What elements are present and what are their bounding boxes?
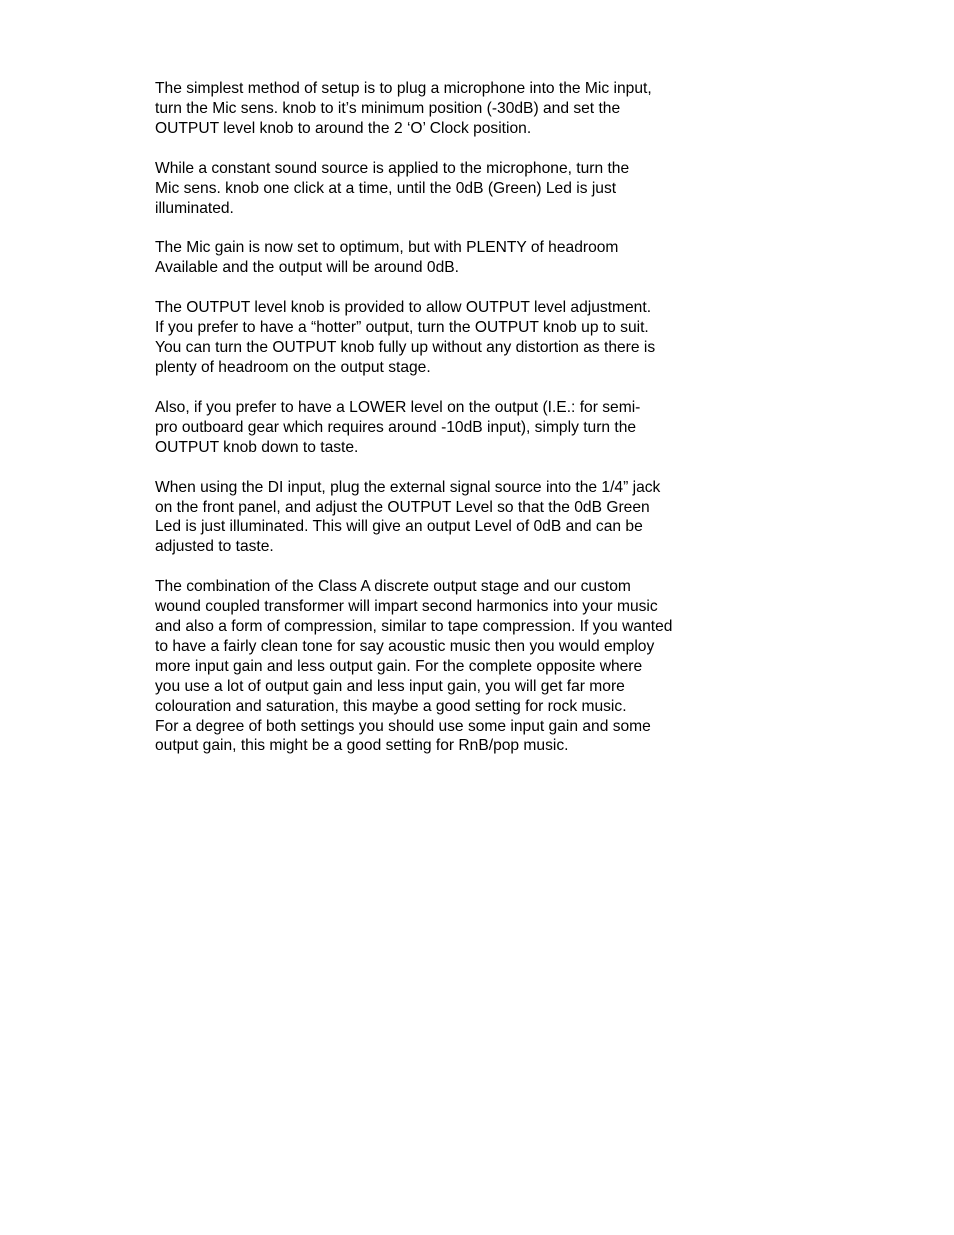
text-line: The Mic gain is now set to optimum, but with PLENTY of headroom (155, 239, 619, 257)
paragraph-setup (155, 79, 775, 139)
text-line: output gain, this might be a good setting for RnB/pop music. (155, 737, 569, 755)
text-line: OUTPUT knob down to taste. (155, 438, 359, 456)
text-line: on the front panel, and adjust the OUTPUT Level so that the 0dB Green (155, 498, 650, 516)
text-line: Led is just illuminated. This will give an output Level of 0dB and can be (155, 518, 643, 536)
text-line: plenty of headroom on the output stage. (155, 358, 431, 376)
text-line: The OUTPUT level knob is provided to allow OUTPUT level adjustment. (155, 299, 652, 317)
text-line: If you prefer to have a “hotter” output, turn the OUTPUT knob up to suit. (155, 319, 649, 337)
text-line: While a constant sound source is applied to the microphone, turn the (155, 159, 630, 177)
text-line: For a degree of both settings you should use some input gain and some (155, 717, 651, 735)
text-line: colouration and saturation, this maybe a good setting for rock music. (155, 697, 627, 715)
text-line: The simplest method of setup is to plug a microphone into the Mic input, (155, 80, 652, 97)
text-line: and also a form of compression, similar to tape compression. If you wanted (155, 618, 673, 636)
text-line: to have a fairly clean tone for say acoustic music then you would employ (155, 637, 655, 655)
text-line: You can turn the OUTPUT knob fully up without any distortion as there is (155, 339, 656, 357)
paragraph-lower-level (155, 398, 775, 458)
text-line: The combination of the Class A discrete output stage and our custom (155, 578, 631, 596)
text-line: pro outboard gear which requires around -10dB input), simply turn the (155, 418, 637, 436)
document-body (155, 79, 775, 776)
text-line: Also, if you prefer to have a LOWER level on the output (I.E.: for semi- (155, 398, 641, 416)
text-line: OUTPUT level knob to around the 2 ‘O’ Clock position. (155, 119, 532, 137)
paragraph-mic-sens (155, 159, 775, 219)
text-line: When using the DI input, plug the external signal source into the 1/4” jack (155, 478, 661, 496)
text-line: adjusted to taste. (155, 538, 274, 556)
paragraph-class-a (155, 577, 775, 756)
paragraph-mic-gain (155, 238, 775, 278)
paragraph-di-input (155, 478, 775, 558)
text-line: Available and the output will be around 0dB. (155, 259, 460, 277)
text-line: more input gain and less output gain. For the complete opposite where (155, 657, 643, 675)
paragraph-output-level (155, 298, 775, 378)
text-line: turn the Mic sens. knob to it’s minimum position (-30dB) and set the (155, 99, 621, 117)
text-line: Mic sens. knob one click at a time, until the 0dB (Green) Led is just (155, 179, 617, 197)
text-line: illuminated. (155, 199, 234, 217)
text-line: you use a lot of output gain and less input gain, you will get far more (155, 677, 625, 695)
text-line: wound coupled transformer will impart second harmonics into your music (155, 598, 658, 616)
